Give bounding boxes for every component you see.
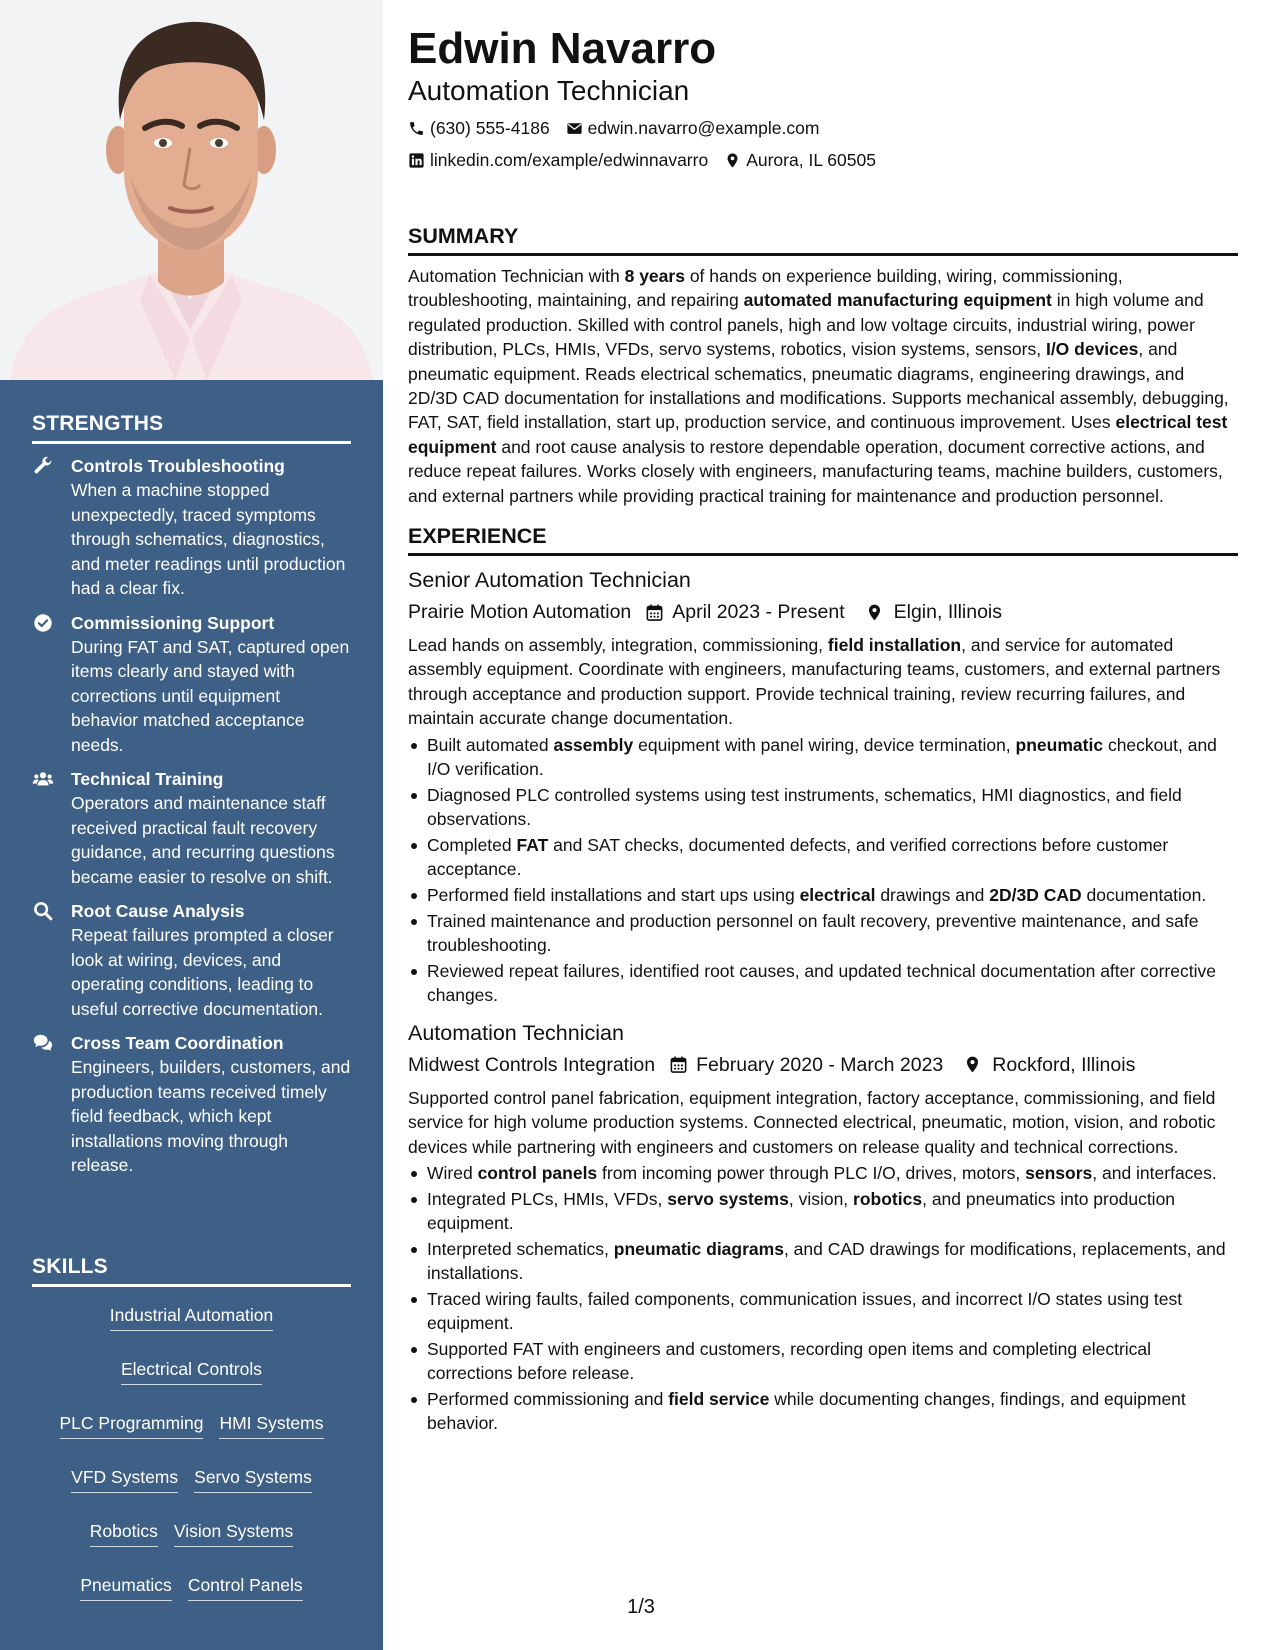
list-item: Diagnosed PLC controlled systems using test instruments, schematics, HMI diagnostics, and field observations. (408, 783, 1238, 831)
strength-description: During FAT and SAT, captured open items clearly and stayed with corrections until equipment behavior matched acceptance needs. (71, 636, 350, 755)
strength-title: Root Cause Analysis (71, 901, 245, 921)
list-item: Completed FAT and SAT checks, documented defects, and verified corrections before customer acceptance. (408, 833, 1238, 881)
skill-tag: HMI Systems (219, 1411, 323, 1439)
contact-row (408, 116, 1238, 140)
skill-tag: Electrical Controls (121, 1357, 262, 1385)
list-item: Trained maintenance and production personnel on fault recovery, preventive maintenance, and safe troubleshooting. (408, 909, 1238, 957)
phone-contact[interactable] (408, 116, 550, 140)
experience-heading: EXPERIENCE (408, 522, 1238, 556)
check-circle-icon (32, 612, 54, 634)
skill-tag: Industrial Automation (110, 1303, 273, 1331)
list-item: Built automated assembly equipment with panel wiring, device termination, pneumatic checkout, and I/O verification. (408, 733, 1238, 781)
contact-row (408, 148, 1238, 172)
profile-photo (0, 0, 383, 380)
strength-title: Technical Training (71, 769, 224, 789)
skill-tag: PLC Programming (60, 1411, 204, 1439)
strengths-section (32, 412, 351, 1178)
strength-item (32, 767, 351, 889)
list-item: Reviewed repeat failures, identified root causes, and updated technical documentation after corrective changes. (408, 959, 1238, 1007)
email-text: edwin.navarro@example.com (587, 118, 820, 138)
list-item: Wired control panels from incoming power through PLC I/O, drives, motors, sensors, and interfaces. (408, 1161, 1238, 1185)
skill-tag: Control Panels (188, 1573, 303, 1601)
skill-tag: Servo Systems (194, 1465, 312, 1493)
candidate-name: Edwin Navarro (408, 24, 717, 73)
page-number: 1/3 (627, 1596, 655, 1618)
skill-tag: VFD Systems (71, 1465, 178, 1493)
summary-heading: SUMMARY (408, 222, 1238, 256)
linkedin-contact[interactable] (408, 148, 708, 172)
list-item: Performed field installations and start ups using electrical drawings and 2D/3D CAD documentation. (408, 883, 1238, 907)
search-icon (32, 900, 54, 922)
linkedin-icon (408, 152, 425, 169)
summary-text: Automation Technician with 8 years of hands on experience building, wiring, commissioning, troubleshooting, maintaining, and repairing automated manufacturing equipment in high volume and regulated production. Skilled with control panels, high and low voltage circuits, industrial wiring, power distribution, PLCs, HMIs, VFDs, servo systems, robotics, vision systems, sensors, I/O devices, and pneumatic equipment. Reads electrical schematics, pneumatic diagrams, engineering drawings, and 2D/3D CAD documentation for installations and modifications. Supports mechanical assembly, debugging, FAT, SAT, field installation, start up, production service, and continuous improvement. Uses electrical test equipment and root cause analysis to restore dependable operation, document corrective actions, and reduce repeat failures. Works closely with engineers, manufacturing teams, machine builders, customers, and external partners while providing practical training for maintenance and production personnel. (408, 266, 1229, 506)
company-name: Prairie Motion Automation (408, 601, 632, 624)
job-title: Automation Technician (408, 1020, 624, 1045)
calendar-icon (669, 1055, 688, 1074)
skill-tag: Vision Systems (174, 1519, 293, 1547)
calendar-icon (645, 603, 664, 622)
strength-description: Operators and maintenance staff received practical fault recovery guidance, and recurring questions became easier to resolve on shift. (71, 793, 335, 887)
job-bullets (408, 733, 1238, 1007)
job-meta (408, 599, 1238, 625)
job-location: Elgin, Illinois (893, 601, 1003, 624)
strength-item (32, 611, 351, 758)
strength-title: Controls Troubleshooting (71, 456, 285, 476)
skills-list (32, 1303, 351, 1601)
job-summary: Lead hands on assembly, integration, commissioning, field installation, and service for automated assembly equipment. Coordinate with engineers, manufacturing teams, customers, and external partners through acceptance and production support. Provide technical training, review recurring failures, and maintain accurate change documentation. (408, 635, 1221, 729)
list-item: Performed commissioning and field service while documenting changes, findings, and equipment behavior. (408, 1387, 1238, 1435)
strength-title: Commissioning Support (71, 612, 275, 633)
strength-item (32, 454, 351, 601)
job-location: Rockford, Illinois (992, 1053, 1136, 1076)
skill-tag: Pneumatics (80, 1573, 171, 1601)
job-title: Senior Automation Technician (408, 568, 691, 593)
location-text: Aurora, IL 60505 (746, 150, 876, 170)
list-item: Traced wiring faults, failed components, communication issues, and incorrect I/O states using test equipment. (408, 1287, 1238, 1335)
strength-description: Repeat failures prompted a closer look at wiring, devices, and operating conditions, leading to useful corrective documentation. (71, 925, 334, 1019)
sidebar (0, 0, 383, 1650)
strength-item (32, 1031, 351, 1178)
skills-section (32, 1255, 351, 1601)
strength-description: Engineers, builders, customers, and production teams received timely field feedback, which kept installations moving through release. (71, 1057, 351, 1175)
map-pin-icon (963, 1055, 982, 1074)
envelope-icon (566, 120, 583, 137)
comments-icon (32, 1032, 54, 1054)
job-dates: April 2023 - Present (672, 601, 845, 624)
phone-text: (630) 555-4186 (430, 118, 550, 138)
strengths-heading: STRENGTHS (32, 412, 351, 444)
map-pin-icon (865, 603, 884, 622)
main-content (408, 22, 1238, 1435)
job-dates: February 2020 - March 2023 (696, 1053, 944, 1076)
company-name: Midwest Controls Integration (408, 1053, 656, 1076)
strength-description: When a machine stopped unexpectedly, traced symptoms through schematics, diagnostics, and meter readings until production had a clear fix. (71, 480, 346, 598)
strength-item (32, 899, 351, 1021)
job-meta (408, 1052, 1238, 1078)
strength-title: Cross Team Coordination (71, 1033, 284, 1053)
users-icon (32, 768, 54, 790)
skills-heading: SKILLS (32, 1255, 351, 1287)
candidate-title: Automation Technician (408, 75, 690, 106)
location-contact (724, 148, 876, 172)
list-item: Integrated PLCs, HMIs, VFDs, servo systems, vision, robotics, and pneumatics into production equipment. (408, 1187, 1238, 1235)
email-contact[interactable] (566, 116, 820, 140)
linkedin-text: linkedin.com/example/edwinnavarro (430, 150, 709, 170)
phone-icon (408, 120, 425, 137)
job-summary: Supported control panel fabrication, equipment integration, factory acceptance, commissioning, and field service for high volume production systems. Connected electrical, pneumatic, motion, vision, and robotic devices while partnering with engineers and customers on release quality and technical corrections. (408, 1087, 1216, 1157)
wrench-icon (32, 455, 54, 477)
job-bullets (408, 1161, 1238, 1435)
list-item: Interpreted schematics, pneumatic diagrams, and CAD drawings for modifications, replacements, and installations. (408, 1237, 1238, 1285)
list-item: Supported FAT with engineers and customers, recording open items and completing electrical corrections before release. (408, 1337, 1238, 1385)
skill-tag: Robotics (90, 1519, 158, 1547)
map-pin-icon (724, 152, 741, 169)
